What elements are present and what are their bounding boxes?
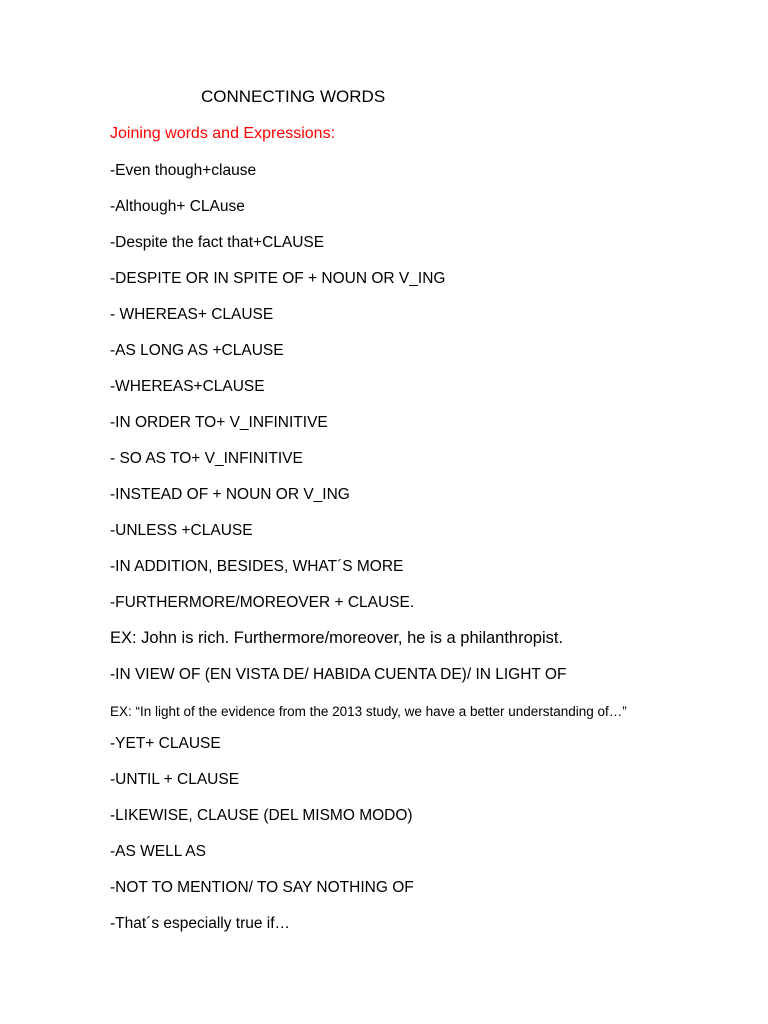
list-item: -IN ADDITION, BESIDES, WHAT´S MORE <box>110 558 404 575</box>
list-item: -YET+ CLAUSE <box>110 735 221 752</box>
list-item: -FURTHERMORE/MOREOVER + CLAUSE. <box>110 594 415 611</box>
list-item: -Even though+clause <box>110 162 257 179</box>
list-item: -IN ORDER TO+ V_INFINITIVE <box>110 414 328 431</box>
list-item: -DESPITE OR IN SPITE OF + NOUN OR V_ING <box>110 270 446 287</box>
example-sentence: EX: “In light of the evidence from the 2013 study, we have a better understanding of…” <box>110 704 627 719</box>
list-item: -That´s especially true if… <box>110 915 291 932</box>
list-item: -IN VIEW OF (EN VISTA DE/ HABIDA CUENTA DE)/ IN LIGHT OF <box>110 666 567 683</box>
example-sentence: EX: John is rich. Furthermore/moreover, he is a philanthropist. <box>110 629 564 647</box>
list-item: -AS LONG AS +CLAUSE <box>110 342 284 359</box>
list-item: -INSTEAD OF + NOUN OR V_ING <box>110 486 350 503</box>
list-item: - WHEREAS+ CLAUSE <box>110 306 274 323</box>
list-item: -LIKEWISE, CLAUSE (DEL MISMO MODO) <box>110 807 413 824</box>
list-item: -Despite the fact that+CLAUSE <box>110 234 325 251</box>
list-item: -NOT TO MENTION/ TO SAY NOTHING OF <box>110 879 414 896</box>
section-subtitle: Joining words and Expressions: <box>110 125 336 142</box>
list-item: - SO AS TO+ V_INFINITIVE <box>110 450 303 467</box>
list-item: -WHEREAS+CLAUSE <box>110 378 265 395</box>
page-title: CONNECTING WORDS <box>201 87 386 106</box>
list-item: -UNLESS +CLAUSE <box>110 522 253 539</box>
list-item: -UNTIL + CLAUSE <box>110 771 240 788</box>
list-item: -AS WELL AS <box>110 843 206 860</box>
list-item: -Although+ CLAuse <box>110 198 245 215</box>
